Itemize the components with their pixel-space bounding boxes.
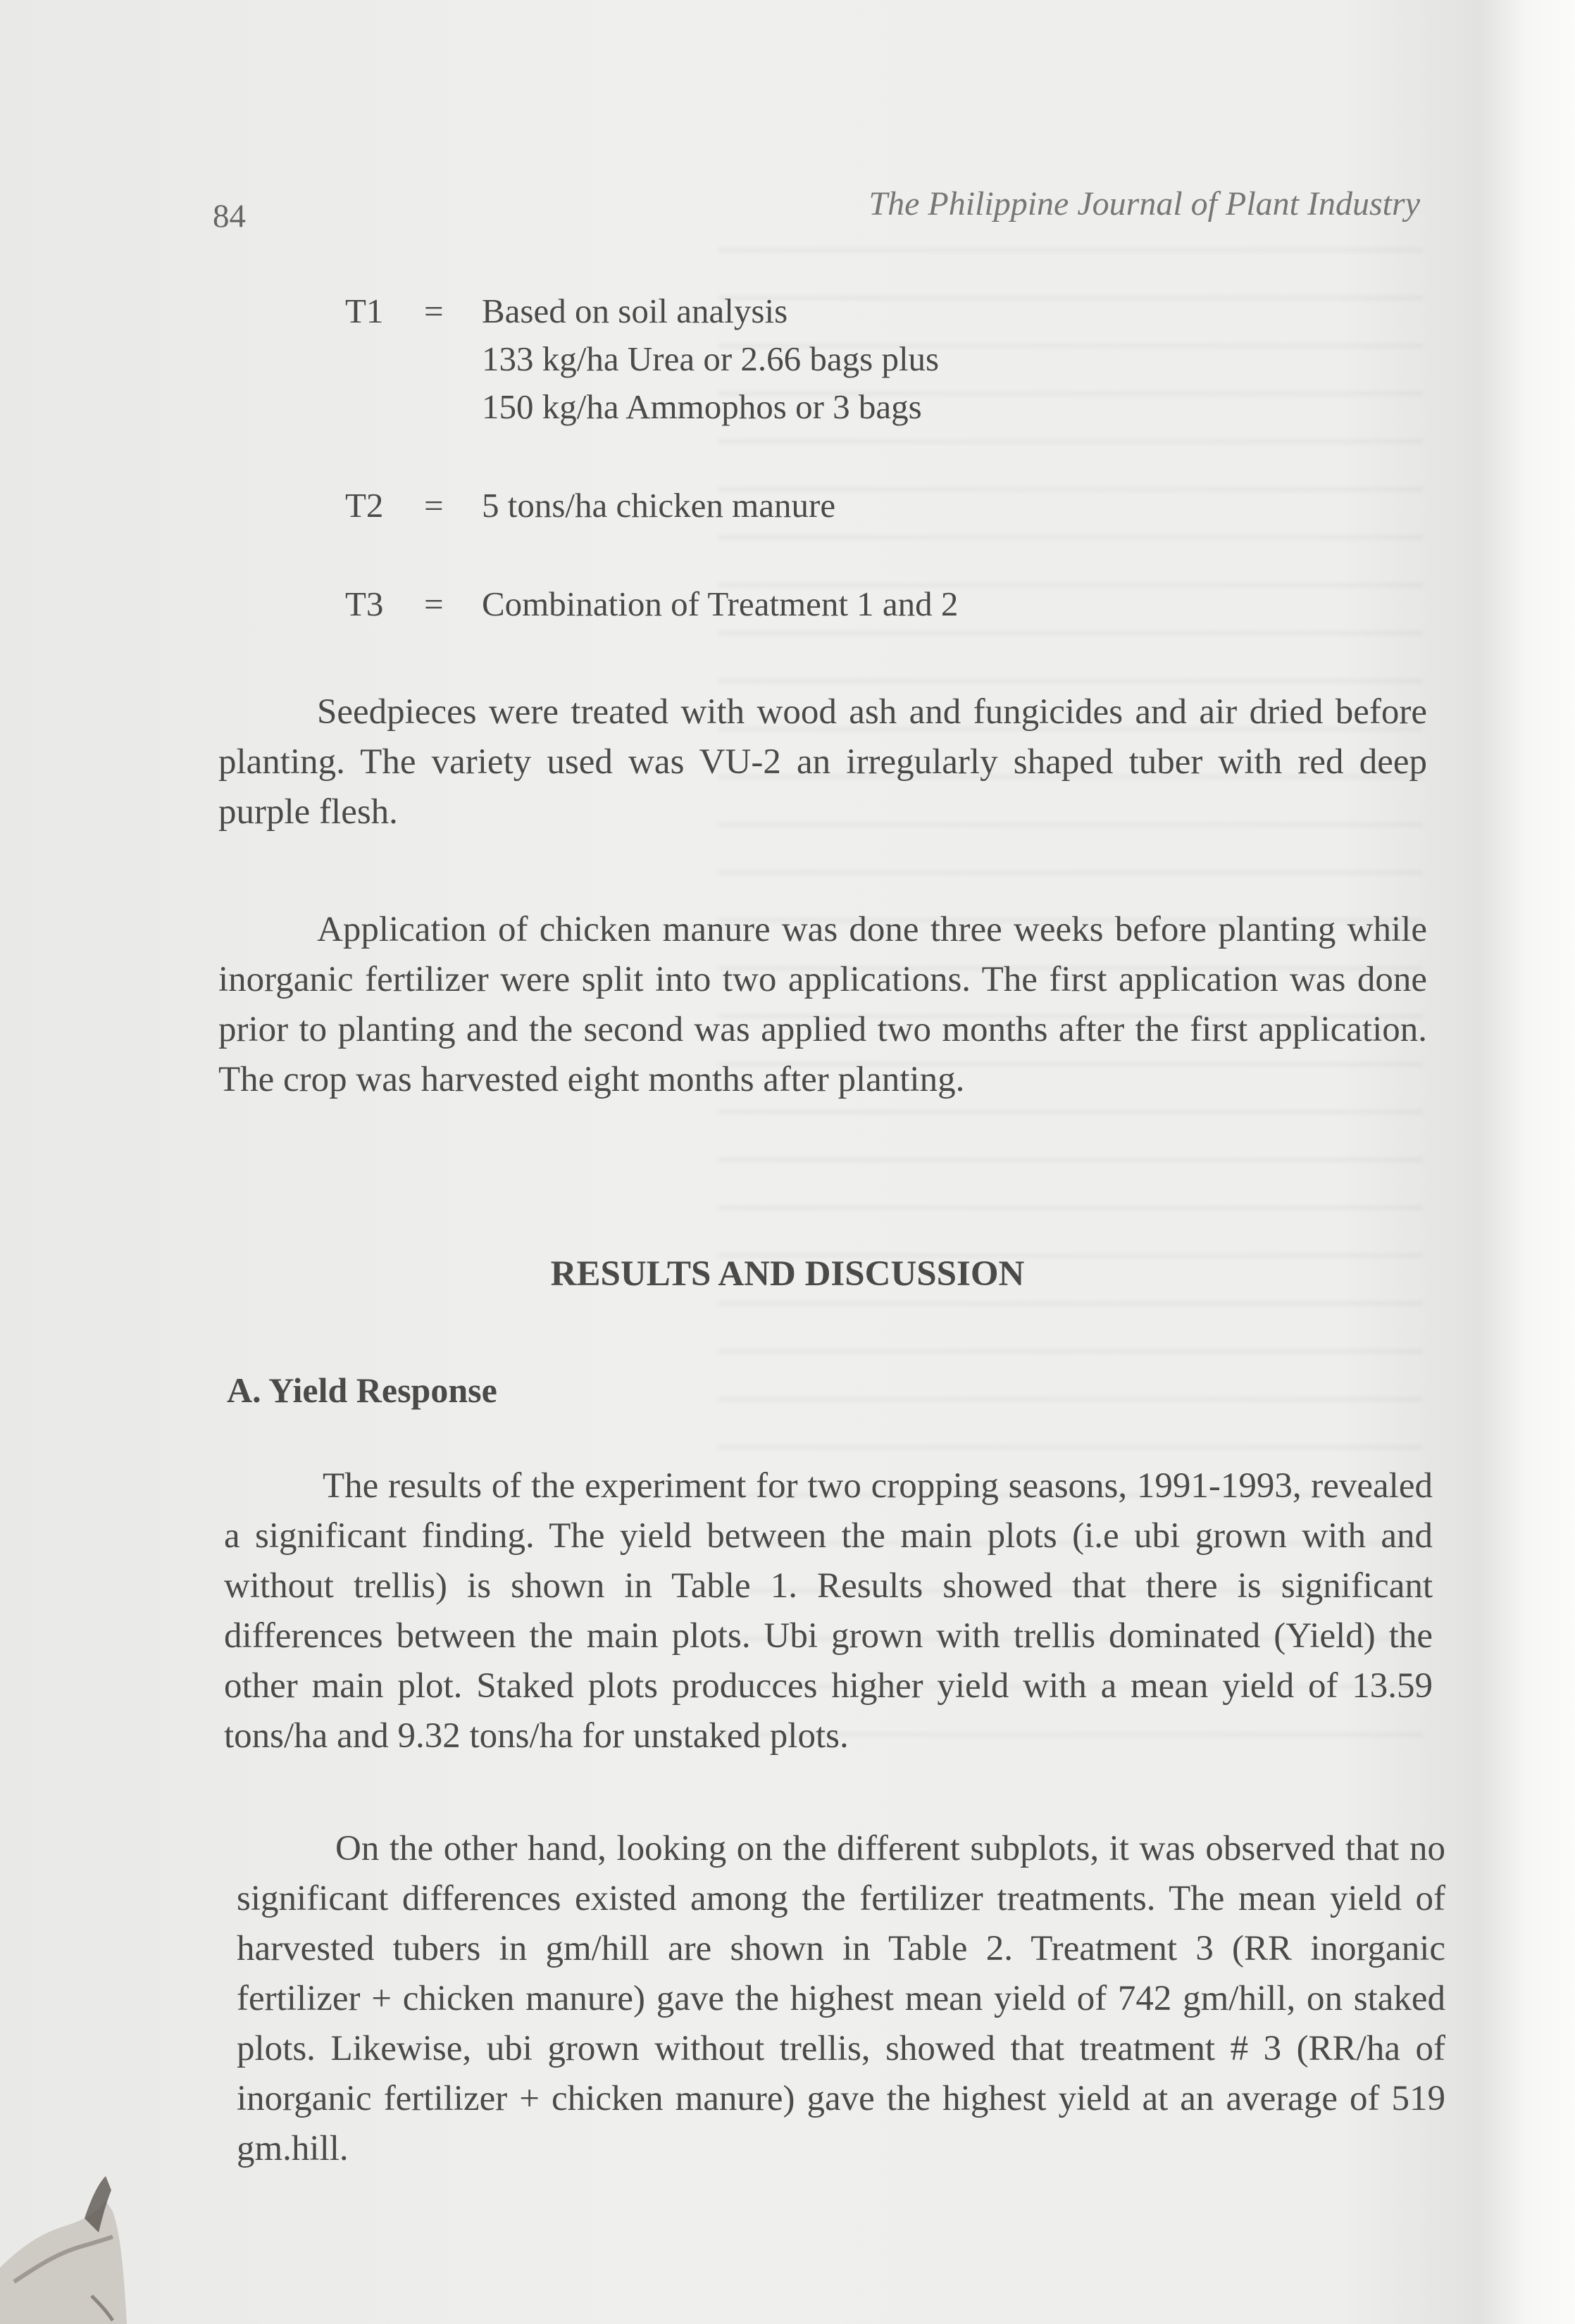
paragraph-application <box>218 905 1427 1105</box>
section-title: RESULTS AND DISCUSSION <box>550 1254 1025 1294</box>
treatment-line: 133 kg/ha Urea or 2.66 bags plus <box>482 339 940 378</box>
treatment-line: 150 kg/ha Ammophos or 3 bags <box>482 387 922 426</box>
page-number: 84 <box>213 198 246 235</box>
treatment-t3 <box>345 580 958 628</box>
treatment-code: T2 <box>345 486 384 525</box>
sub-heading: A. Yield Response <box>227 1370 497 1410</box>
treatment-line: 5 tons/ha chicken manure <box>482 486 836 525</box>
treatment-equals: = <box>424 486 444 525</box>
paragraph-subplots <box>237 1824 1445 2174</box>
paragraph-text: On the other hand, looking on the different subplots, it was observed that no significant differences existed among the fertilizer treatments. The mean yield of harvested tubers in gm/hill are shown in Table 2. Treatment 3 (RR inorganic fertilizer + chicken manure) gave the highest mean yield of 742 gm/hill, on staked plots. Likewise, ubi grown without trellis, showed that treatment # 3 (RR/ha of inorganic fertilizer + chicken manure) gave the highest yield at an average of 519 gm.hill. <box>237 1829 1445 2168</box>
treatment-t1 <box>345 287 958 431</box>
treatment-code: T3 <box>345 585 384 623</box>
paragraph-seedpieces <box>218 687 1427 837</box>
paragraph-text: Seedpieces were treated with wood ash and fungicides and air dried before planting. The variety used was VU-2 an irregularly shaped tuber with red deep purple flesh. <box>218 692 1427 832</box>
treatment-line: Combination of Treatment 1 and 2 <box>482 585 959 623</box>
treatment-list <box>345 287 958 635</box>
treatment-t2 <box>345 482 958 530</box>
treatment-description <box>482 287 939 431</box>
paragraph-text: The results of the experiment for two cropping seasons, 1991-1993, revealed a significant finding. The yield between the main plots (i.e ubi grown with and without trellis) is shown in Table 1. Results showed that there is significant differences between the main plots. Ubi grown with trellis dominated (Yield) the other main plot. Staked plots producces higher yield with a mean yield of 13.59 tons/ha and 9.32 tons/ha for unstaked plots. <box>224 1466 1433 1756</box>
treatment-description <box>482 580 958 628</box>
scanner-thumb-artifact <box>0 2169 155 2324</box>
treatment-equals: = <box>424 292 444 330</box>
treatment-equals: = <box>424 585 444 623</box>
paragraph-text: Application of chicken manure was done three weeks before planting while inorganic fertilizer were split into two applications. The first application was done prior to planting and the second was applied two months after the first application. The crop was harvested eight months after planting. <box>218 910 1427 1099</box>
running-header-journal-title: The Philippine Journal of Plant Industry <box>869 185 1420 223</box>
treatment-code: T1 <box>345 292 384 330</box>
treatment-line: Based on soil analysis <box>482 292 788 330</box>
paragraph-results <box>224 1461 1433 1761</box>
treatment-description <box>482 482 835 530</box>
